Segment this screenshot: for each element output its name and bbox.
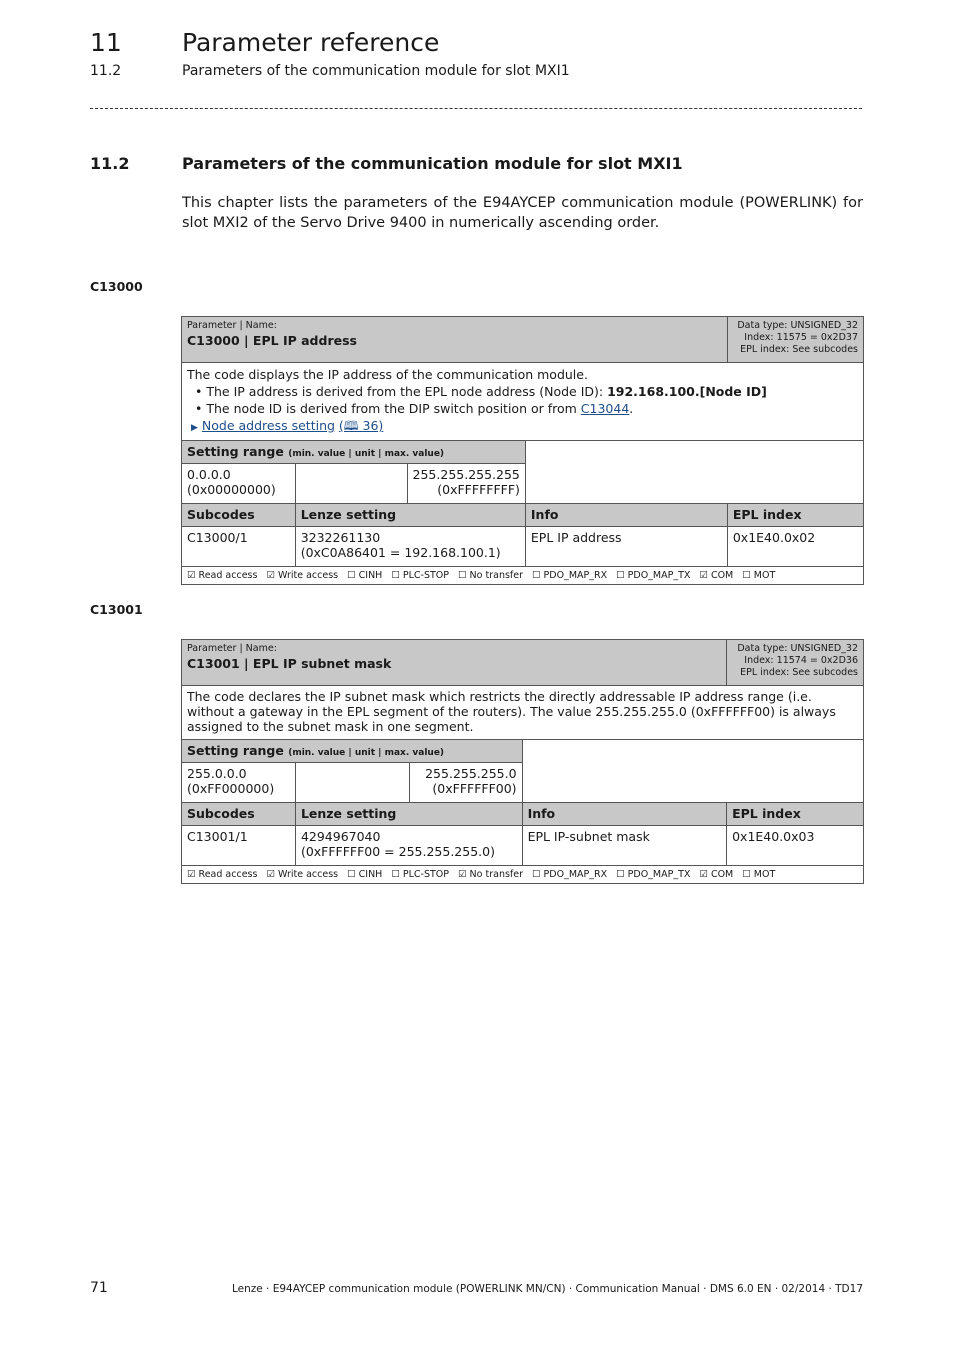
info-cell: EPL IP address <box>525 527 727 567</box>
range-blank <box>525 441 863 504</box>
c13044-link[interactable]: C13044 <box>580 401 630 416</box>
col-subcodes: Subcodes <box>182 504 296 527</box>
epl-index-cell: 0x1E40.0x03 <box>727 826 864 866</box>
lenze-setting-cell: 4294967040 (0xFFFFFF00 = 255.255.255.0) <box>295 826 522 866</box>
setting-range-label: Setting range (min. value | unit | max. value) <box>182 740 523 763</box>
param-description <box>182 686 864 740</box>
section-heading <box>90 154 683 173</box>
section-intro: This chapter lists the parameters of the E94AYCEP communication module (POWERLINK) for slot MXI2 of the Servo Drive 9400 in numerically ascending order. <box>182 195 863 231</box>
epl-index-note: EPL index: See subcodes <box>740 344 858 355</box>
param-description <box>182 363 864 441</box>
table-row <box>182 527 864 567</box>
range-min: 0.0.0.0 (0x00000000) <box>182 464 296 504</box>
epl-index-cell: 0x1E40.0x02 <box>727 527 863 567</box>
flag-no-transfer: ☐ No transfer <box>458 570 524 581</box>
data-type: Data type: UNSIGNED_32 <box>737 643 858 654</box>
desc-main: The code displays the IP address of the communication module. <box>187 367 588 382</box>
flag-pdo-map-tx: ☐ PDO_MAP_TX <box>616 570 691 581</box>
range-blank <box>522 740 863 803</box>
col-lenze-setting: Lenze setting <box>295 504 525 527</box>
chapter-title: Parameter reference <box>182 28 440 57</box>
subcode-cell: C13000/1 <box>182 527 296 567</box>
setting-range-label: Setting range (min. value | unit | max. value) <box>182 441 526 464</box>
footer-text: Lenze · E94AYCEP communication module (POWERLINK MN/CN) · Communication Manual · DMS 6.0 EN · 02/2014 · TD17 <box>231 1283 863 1295</box>
flag-plc-stop: ☐ PLC-STOP <box>391 869 450 880</box>
access-flags <box>182 866 864 884</box>
section-title: Parameters of the communication module for slot MXI1 <box>182 154 683 173</box>
range-min: 255.0.0.0 (0xFF000000) <box>182 763 296 803</box>
code-label-c13001: C13001 <box>90 602 143 617</box>
param-header <box>182 317 864 363</box>
param-name: C13000 | EPL IP address <box>187 333 357 348</box>
info-cell: EPL IP-subnet mask <box>522 826 727 866</box>
flag-no-transfer: ☑ No transfer <box>458 869 524 880</box>
chapter-number: 11 <box>90 28 122 57</box>
flag-read-access: ☑ Read access <box>187 869 258 880</box>
desc-bullet: • The node ID is derived from the DIP switch position or from C13044. <box>195 400 858 417</box>
sub-title: Parameters of the communication module for slot MXI1 <box>182 63 570 79</box>
ip-pattern: 192.168.100.[Node ID] <box>607 384 767 399</box>
param-name-label: Parameter | Name: <box>187 643 277 654</box>
flag-pdo-map-rx: ☐ PDO_MAP_RX <box>532 869 608 880</box>
param-table-c13000 <box>181 316 864 585</box>
range-unit <box>295 464 407 504</box>
node-address-setting-link[interactable]: Node address setting <box>201 418 335 433</box>
section-number: 11.2 <box>90 154 130 173</box>
flag-mot: ☐ MOT <box>742 570 776 581</box>
col-lenze-setting: Lenze setting <box>295 803 522 826</box>
access-flags <box>182 567 864 585</box>
desc-bullet: • The IP address is derived from the EPL node address (Node ID): 192.168.100.[Node ID] <box>195 383 858 400</box>
col-info: Info <box>525 504 727 527</box>
param-header <box>182 640 864 686</box>
page-ref-link[interactable]: (🕮 36) <box>338 418 384 433</box>
header-divider <box>90 108 862 109</box>
flag-com: ☑ COM <box>699 869 734 880</box>
page-number: 71 <box>90 1280 108 1296</box>
col-epl-index: EPL index <box>727 803 864 826</box>
range-unit <box>295 763 409 803</box>
epl-index-note: EPL index: See subcodes <box>740 667 858 678</box>
data-type: Data type: UNSIGNED_32 <box>737 320 858 331</box>
param-name: C13001 | EPL IP subnet mask <box>187 656 392 671</box>
desc-main: The code declares the IP subnet mask which restricts the directly addressable IP address range (i.e. without a gateway in the EPL segment of the routers). The value 255.255.255.0 (0xFFFFFF00) is always assigned to the subnet mask in one segment. <box>187 689 836 734</box>
range-max: 255.255.255.255 (0xFFFFFFFF) <box>407 464 525 504</box>
flag-read-access: ☑ Read access <box>187 570 258 581</box>
flag-write-access: ☑ Write access <box>266 869 339 880</box>
flag-cinh: ☐ CINH <box>347 869 383 880</box>
subcode-cell: C13001/1 <box>182 826 296 866</box>
table-row <box>182 826 864 866</box>
sub-number: 11.2 <box>90 63 122 79</box>
chapter-heading <box>90 28 439 57</box>
code-label-c13000: C13000 <box>90 279 143 294</box>
flag-mot: ☐ MOT <box>742 869 776 880</box>
flag-cinh: ☐ CINH <box>347 570 383 581</box>
param-index: Index: 11574 = 0x2D36 <box>744 655 858 666</box>
col-subcodes: Subcodes <box>182 803 296 826</box>
range-max: 255.255.255.0 (0xFFFFFF00) <box>409 763 522 803</box>
flag-plc-stop: ☐ PLC-STOP <box>391 570 450 581</box>
flag-com: ☑ COM <box>699 570 734 581</box>
param-name-label: Parameter | Name: <box>187 320 277 331</box>
flag-pdo-map-rx: ☐ PDO_MAP_RX <box>532 570 608 581</box>
col-epl-index: EPL index <box>727 504 863 527</box>
param-index: Index: 11575 = 0x2D37 <box>744 332 858 343</box>
flag-pdo-map-tx: ☐ PDO_MAP_TX <box>616 869 691 880</box>
param-table-c13001 <box>181 639 864 884</box>
sub-heading <box>90 63 570 79</box>
triangle-right-icon: ▶ <box>191 423 198 433</box>
col-info: Info <box>522 803 727 826</box>
flag-write-access: ☑ Write access <box>266 570 339 581</box>
lenze-setting-cell: 3232261130 (0xC0A86401 = 192.168.100.1) <box>295 527 525 567</box>
